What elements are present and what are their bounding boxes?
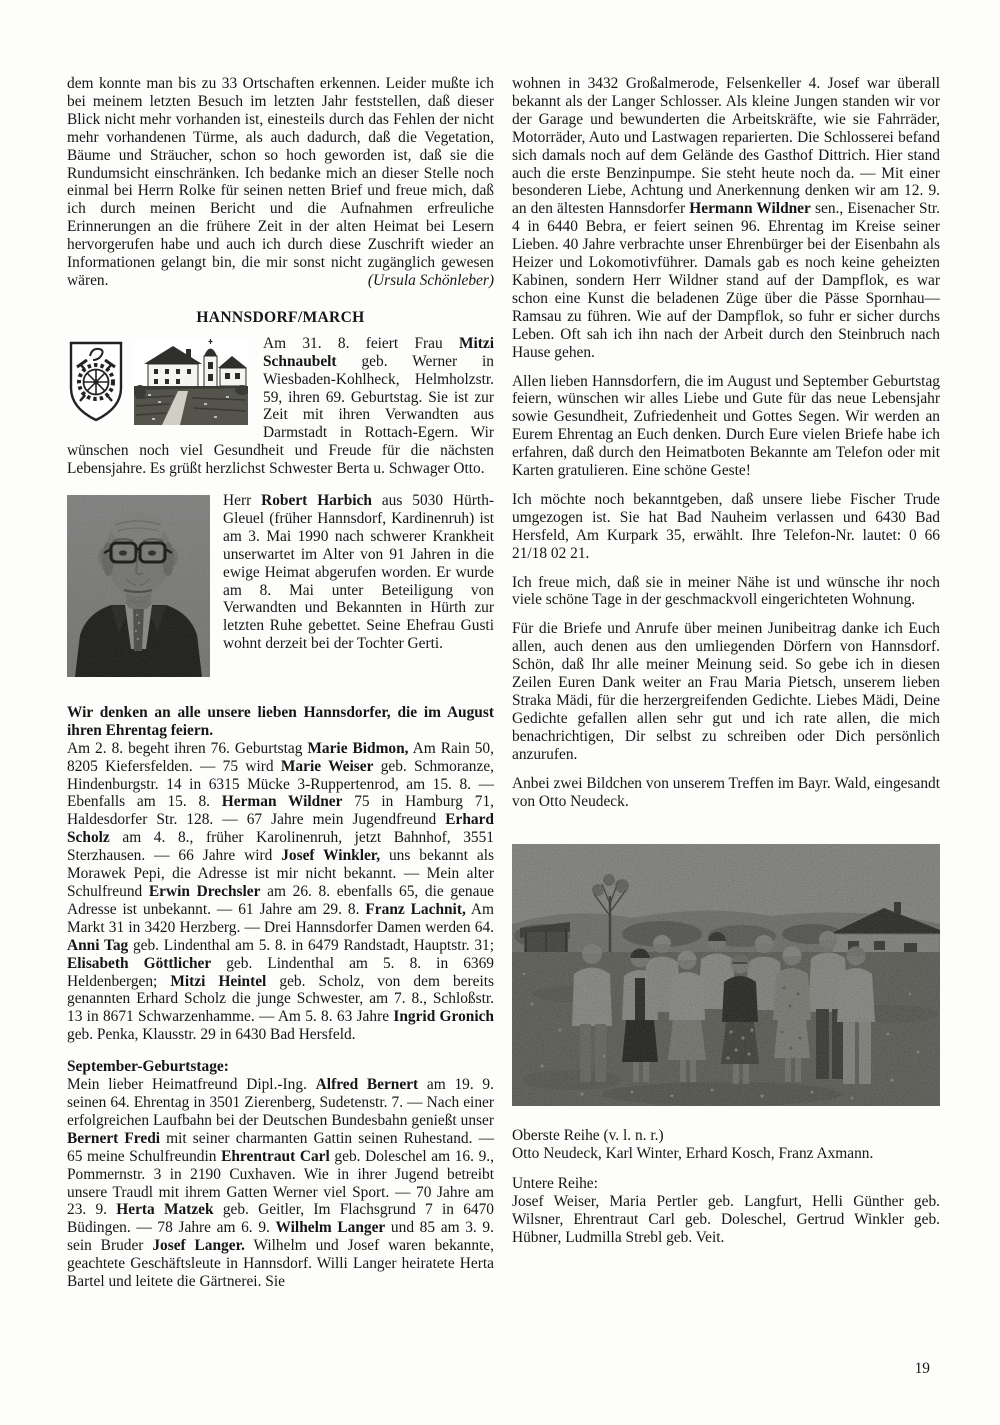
portrait-photo [67, 495, 210, 682]
bildchen-paragraph: Anbei zwei Bildchen von unserem Treffen im Bayr. Wald, eingesandt von Otto Neudeck. [512, 774, 940, 810]
intro-paragraph: dem konnte man bis zu 33 Ortschaften erkennen. Leider mußte ich bei meinem letzten Besuch im letzten Jahr feststellen, daß dieser Blick nicht mehr vorhanden ist, einesteils durch das Fehlen der nicht mehr vorhandenen Türme, als auch dadurch, daß die Vegetation, Bäume und Sträucher, schon so hoch geworden ist, daß sie die Rundumsicht einschränken. Ich bedanke mich an dieser Stelle noch einmal bei Herrn Rolke für seinen netten Brief und freue mich, daß ich durch meinen Bericht und die Aufnahmen erfreuliche Erinnerungen an die frühere Zeit in der alten Heimat bei Lesern hervorgerufen habe und auch ich durch diese Zuschrift wieder an Informationen gelangt bin, die mir sonst nicht zugänglich gewesen wären. (Ursula Schönleber) [67, 75, 494, 289]
mitzi-paragraph: Am 31. 8. feiert Frau Mitzi Schnaubelt geb. Werner in Wiesbaden-Kohlheck, Helmholzstr. 59, ihren 69. Geburtstag. Sie ist zur Zeit mit ihren Verwandten aus Darmstadt in Rottach-Egern. Wir wünschen noch viel Gesundheit und Freude für die nächsten Lebensjahre. Es grüßt herzlichst Schwester Berta u. Schwager Otto. [67, 334, 494, 478]
caption-top-row-names: Otto Neudeck, Karl Winter, Erhard Kosch, Franz Axmann. [512, 1145, 874, 1163]
wishes-paragraph: Allen lieben Hannsdorfern, die im August und September Geburtstag feiern, wünschen wir alles Liebe und Gute für das neue Lebensjahr sowie Gesundheit, Zufriedenheit und Gottes Segen. Wir werden an Eurem Ehrentag an Euch denken. Durch Eure vielen Briefe habe ich erfahren, daß durch den Heimatboten Bekannte am Telefon oder mit Karten gratulieren. Eine schöne Geste! [512, 372, 940, 480]
caption-top-row-label: Oberste Reihe (v. l. n. r.) [512, 1127, 664, 1145]
maedi-paragraph: Für die Briefe und Anrufe über meinen Junibeitrag danke ich Euch allen, auch denen aus den umliegenden Dörfern von Hannsdorf. Schön, daß Ihr alle meiner Meinung seid. So gebe ich in diesen Zeilen Euren Dank weiter an Frau Maria Pietsch, unserem lieben Straka Mädi, für die herzergreifenden Gedichte. Liebes Mädi, Deine Gedichte gefallen allen sehr gut und ich rate allen, die mich benachrichtigen, Dir selbst zu schreiben oder Dich persönlich anzurufen. [512, 620, 940, 763]
left-column [67, 75, 494, 1291]
images-block [67, 338, 248, 425]
group-photo [512, 844, 940, 1106]
caption-bottom-row [512, 1175, 940, 1247]
august-heading: Wir denken an alle unsere lieben Hannsdorfer, die im August ihren Ehrentag feiern. [67, 703, 494, 739]
august-paragraph: Am 2. 8. begeht ihren 76. Geburtstag Marie Bidmon, Am Rain 50, 8205 Kiefersfelden. — 75 wird Marie Weiser geb. Schmoranze, Hindenburgstr. 14 in 6315 Mücke 3-Ruppertenrod, am 15. 8. — Ebenfalls am 15. 8. Herman Wildner 75 in Hamburg 71, Haldesdorfer Str. 128. — 67 Jahre mein Jugendfreund Erhard Scholz am 4. 8., früher Karolinenruh, jetzt Bahnhof, 3551 Sterzhausen. — 66 Jahre wird Josef Winkler, uns bekannt als Morawek Pepi, die Adresse ist mir nicht bekannt. — Mein alter Schulfreund Erwin Drechsler am 26. 8. ebenfalls 65, die genaue Adresse ist unbekannt. — 61 Jahre am 29. 8. Franz Lachnit, Am Markt 31 in 3420 Herzberg. — Drei Hannsdorfer Damen werden 64. Anni Tag geb. Lindenthal am 5. 8. in 6479 Randstadt, Hauptstr. 31; Elisabeth Göttlicher geb. Lindenthal am 5. 8. in 6369 Heldenbergen; Mitzi Heintel geb. Scholz, von dem bereits genannten Erhard Scholz die junge Schwester, am 7. 8., Schloßstr. 13 in 8671 Schwarzenhamme. — Am 5. 8. 63 Jahre Ingrid Gronich geb. Penka, Klausstr. 29 in 6430 Bad Hersfeld. [67, 739, 495, 1044]
caption-bottom-row-label: Untere Reihe: [512, 1175, 598, 1193]
september-paragraph: Mein lieber Heimatfreund Dipl.-Ing. Alfred Bernert am 19. 9. seinen 64. Ehrentag in 3501 Zierenberg, Sudetenstr. 7. — Nach einer erfolgreichen Laufbahn bei der Deutschen Bundesbahn genießt unser Bernert Fredi mit seiner charmanten Gattin seinen Ruhestand. — 65 meine Schulfreundin Ehrentraut Carl geb. Doleschel am 16. 9., Pommernstr. 3 in 2190 Cuxhaven. Wie in ihrer Jugend betreibt unsere Traudl mit ihrem Gatten Werner viel Sport. — 70 Jahre am 23. 9. Herta Matzek geb. Geitler, Im Flachsgrund 7 in 6470 Büdingen. — 78 Jahre am 6. 9. Wilhelm Langer und 85 am 3. 9. sein Bruder Josef Langer. Wilhelm und Josef waren bekannte, geachtete Geschäftsleute in Hannsdorf. Willi Langer heiratete Herta Bartel und leitete die Gärtnerei. Sie [67, 1076, 495, 1291]
caption-top-row [512, 1127, 940, 1163]
right-column [512, 75, 940, 1247]
fischer-trude-paragraph: Ich möchte noch bekanntgeben, daß unsere liebe Fischer Trude umgezogen ist. Sie hat Bad Nauheim verlassen und 6430 Bad Hersfeld, Am Kurpark 35, erwählt. Ihre Telefon-Nr. lautet: 0 66 21/18 02 21. [512, 490, 940, 562]
coat-of-arms-image [67, 338, 125, 425]
wildner-paragraph: wohnen in 3432 Großalmerode, Felsenkeller 4. Josef war überall bekannt als der Langer Schlosser. Als kleine Jungen standen wir vor der Garage und bewunderten die Arbeitskräfte, wie sie Fahrräder, Motorräder, Auto und Lastwagen reparierten. Die Schlosserei befand sich damals noch auf dem Gelände des Gasthof Dittrich. Hier stand auch die erste Benzinpumpe. Sie steht heute noch da. — Mit einer besonderen Liebe, Achtung und Anerkennung denken wir am 12. 9. an den ältesten Hannsdorfer Hermann Wildner sen., Eisenacher Str. 4 in 6440 Bebra, er feiert seinen 96. Ehrentag im Kreise seiner Lieben. 40 Jahre verbrachte unser Ehrenbürger bei der Eisenbahn als Heizer und Lokomotivführer. Damals gab es noch keine geheizten Kabinen, sondern Herr Wildner stand auf der Dampflok, es war schon eine Kunst die beladenen Züge über die Pässe Spornhau—Ramsau zu führen. Wie auf der Dampflok, so fuhr er sicher durchs Leben. Oft sah ich ihn nach der Arbeit durch den Steinbruch nach Hause gehen. [512, 75, 940, 361]
section-heading-hannsdorf-march: HANNSDORF/MARCH [196, 308, 365, 326]
harbich-paragraph: Herr Robert Harbich aus 5030 Hürth-Gleuel (früher Hannsdorf, Kardinenruh) ist am 3. Mai 1990 nach schwerer Krankheit unserwartet im Alter von 91 Jahren in die ewige Heimat abgerufen worden. Er wurde am 8. Mai unter Beteiligung von Verwandten und Bekannten in Hürth zur letzten Ruhe gebettet. Seine Ehefrau Gusti wohnt derzeit bei der Tochter Gerti. [223, 492, 495, 653]
village-etching-image [134, 338, 248, 425]
birthday-note-block [67, 335, 494, 478]
obituary-block [67, 492, 494, 684]
caption-bottom-row-names: Josef Weiser, Maria Pertler geb. Langfurt, Helli Günther geb. Wilsner, Ehrentraut Carl geb. Doleschel, Gertrud Winkler geb. Hübner, Ludmilla Strebl geb. Veit. [512, 1193, 940, 1246]
september-heading: September-Geburtstage: [67, 1058, 229, 1076]
page-number: 19 [914, 1360, 930, 1377]
wohnung-paragraph: Ich freue mich, daß sie in meiner Nähe ist und wünsche ihr noch viele schöne Tage in der geschmackvoll eingerichteten Wohnung. [512, 573, 940, 609]
